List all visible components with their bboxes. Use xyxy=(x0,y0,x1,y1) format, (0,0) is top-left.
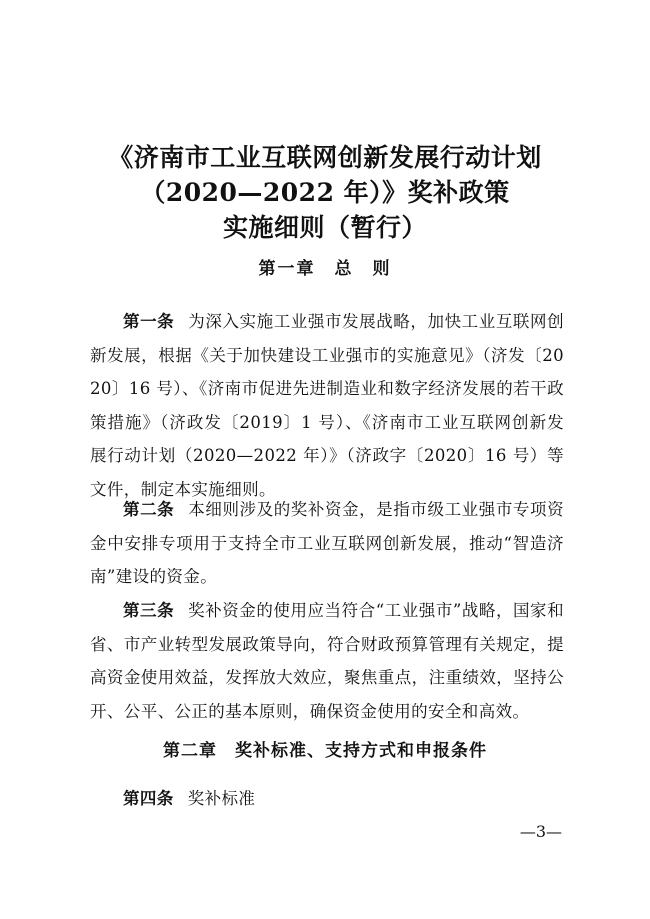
article-1-label: 第一条 xyxy=(123,312,175,331)
article-4 xyxy=(90,782,564,816)
article-4-text: 奖补标准 xyxy=(187,789,256,808)
article-4-label: 第四条 xyxy=(123,789,174,808)
article-1 xyxy=(90,305,564,506)
article-3-label: 第三条 xyxy=(123,601,175,620)
title-line-1: 《济南市工业互联网创新发展行动计划 xyxy=(108,143,542,172)
chapter-1-heading: 第一章 总 则 xyxy=(258,259,392,279)
article-3-text: 奖补资金的使用应当符合“工业强市”战略，国家和省、市产业转型发展政策导向，符合财政预算管理有关规定，提高资金使用效益，发挥放大效应，聚焦重点，注重绩效，坚持公开、公平、公正的基本原则，确保资金使用的安全和高效。 xyxy=(90,601,564,721)
title-line-3: 实施细则（暂行） xyxy=(222,213,427,242)
article-2 xyxy=(90,493,564,594)
title-line-2: （2020—2022 年）》奖补政策 xyxy=(140,178,510,207)
document-title xyxy=(0,140,650,245)
article-2-text: 本细则涉及的奖补资金，是指市级工业强市专项资金中安排专项用于支持全市工业互联网创新发展，推动“智造济南”建设的资金。 xyxy=(90,500,564,586)
page-number: —3— xyxy=(519,822,562,841)
article-2-label: 第二条 xyxy=(123,500,175,519)
article-3 xyxy=(90,594,564,728)
article-1-text: 为深入实施工业强市发展战略，加快工业互联网创新发展，根据《关于加快建设工业强市的实施意见》（济发〔2020〕16 号）、《济南市促进先进制造业和数字经济发展的若干政策措施》（济政发〔2019〕1 号）、《济南市工业互联网创新发展行动计划（2020—2022 年）》（济政字〔2020〕16 号）等文件，制定本实施细则。 xyxy=(90,312,564,499)
chapter-2-heading: 第二章 奖补标准、支持方式和申报条件 xyxy=(163,741,487,761)
